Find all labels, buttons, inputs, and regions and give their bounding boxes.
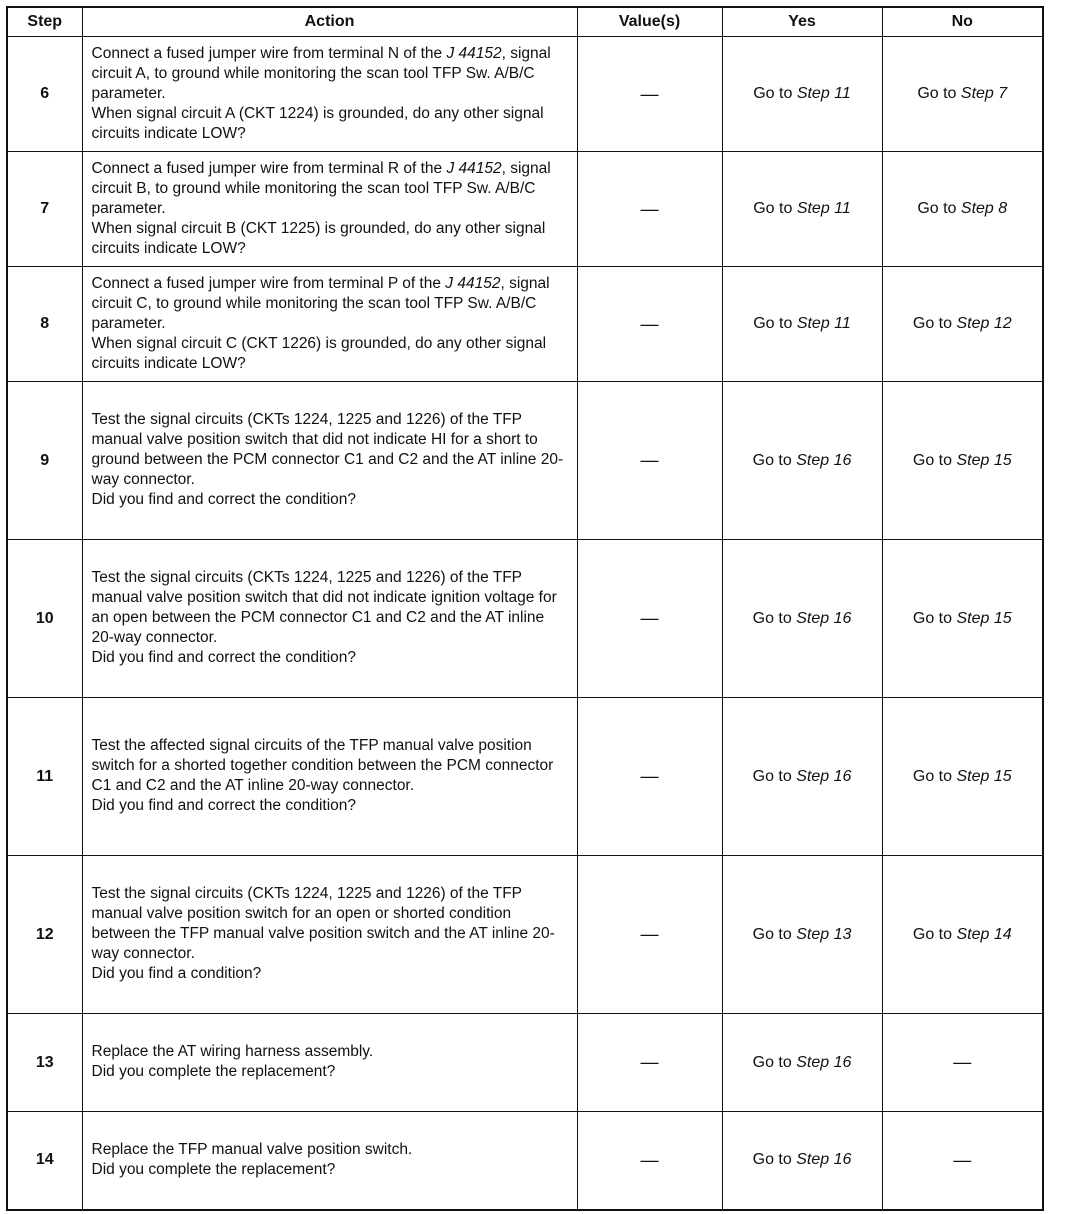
- value-cell: —: [577, 698, 722, 856]
- tool-reference: J 44152: [445, 274, 501, 292]
- no-cell: Go to Step 15: [882, 382, 1043, 540]
- yes-cell: Go to Step 11: [722, 267, 882, 382]
- yes-cell: Go to Step 13: [722, 856, 882, 1014]
- no-cell: Go to Step 12: [882, 267, 1043, 382]
- table-row: [7, 856, 1043, 1014]
- action-cell: [82, 1014, 577, 1112]
- table-row: [7, 540, 1043, 698]
- yes-cell: Go to Step 11: [722, 37, 882, 152]
- no-cell: Go to Step 15: [882, 698, 1043, 856]
- action-question: Did you find a condition?: [91, 965, 262, 982]
- col-header-values: Value(s): [577, 7, 722, 37]
- value-cell: —: [577, 267, 722, 382]
- table-row: [7, 698, 1043, 856]
- diagnostic-page: [6, 6, 1042, 1211]
- action-cell: [82, 267, 577, 382]
- col-header-no: No: [882, 7, 1043, 37]
- step-number: 7: [7, 152, 82, 267]
- yes-cell: Go to Step 16: [722, 698, 882, 856]
- no-cell: —: [882, 1014, 1043, 1112]
- yes-step-link: Step 13: [796, 925, 852, 943]
- yes-step-link: Step 16: [796, 767, 852, 785]
- action-question: When signal circuit A (CKT 1224) is grounded, do any other signal circuits indicate LOW?: [91, 104, 544, 142]
- action-question: Did you complete the replacement?: [91, 1160, 336, 1178]
- no-step-link: Step 7: [960, 85, 1008, 102]
- tool-reference: J 44152: [446, 44, 502, 62]
- yes-step-link: Step 16: [796, 1053, 852, 1071]
- step-number: 8: [7, 267, 82, 382]
- action-cell: [82, 698, 577, 856]
- action-text: Replace the AT wiring harness assembly.: [91, 1043, 374, 1060]
- value-cell: —: [577, 540, 722, 698]
- yes-cell: Go to Step 11: [722, 152, 882, 267]
- yes-step-link: Step 11: [796, 315, 851, 332]
- step-number: 12: [7, 856, 82, 1014]
- value-cell: —: [577, 856, 722, 1014]
- no-step-link: Step 15: [956, 451, 1012, 469]
- action-text: Test the signal circuits (CKTs 1224, 1225 and 1226) of the TFP manual valve position switch that did not indicate ignition voltage for an open between the PCM connector C1 and C2 and the AT inline 20-way connector.: [91, 569, 557, 646]
- yes-step-link: Step 11: [796, 200, 851, 217]
- yes-step-link: Step 16: [796, 451, 852, 469]
- table-row: [7, 1112, 1043, 1210]
- table-row: [7, 1014, 1043, 1112]
- yes-step-link: Step 11: [796, 85, 851, 102]
- no-step-link: Step 14: [956, 925, 1012, 943]
- no-step-link: Step 15: [956, 609, 1012, 627]
- header-row: [7, 7, 1043, 37]
- no-step-link: Step 15: [956, 767, 1012, 785]
- step-number: 11: [7, 698, 82, 856]
- action-cell: [82, 37, 577, 152]
- value-cell: —: [577, 152, 722, 267]
- no-step-link: Step 12: [956, 315, 1012, 332]
- action-cell: [82, 152, 577, 267]
- no-step-link: Step 8: [960, 200, 1008, 217]
- action-text: Connect a fused jumper wire from terminal R of the J 44152, signal circuit B, to ground while monitoring the scan tool TFP Sw. A/B/C parameter.: [91, 159, 551, 217]
- value-cell: —: [577, 1112, 722, 1210]
- table-row: [7, 152, 1043, 267]
- no-cell: Go to Step 14: [882, 856, 1043, 1014]
- action-question: Did you find and correct the condition?: [91, 797, 357, 814]
- col-header-action: Action: [82, 7, 577, 37]
- step-number: 9: [7, 382, 82, 540]
- value-cell: —: [577, 1014, 722, 1112]
- action-text: Replace the TFP manual valve position switch.: [91, 1140, 413, 1158]
- action-text: Test the affected signal circuits of the TFP manual valve position switch for a shorted together condition between the PCM connector C1 and C2 and the AT inline 20-way connector.: [91, 737, 554, 794]
- table-row: [7, 267, 1043, 382]
- action-text: Test the signal circuits (CKTs 1224, 1225 and 1226) of the TFP manual valve position switch for an open or shorted condition between the TFP manual valve position switch and the AT inline 20-way connector.: [91, 885, 555, 962]
- value-cell: —: [577, 382, 722, 540]
- yes-cell: Go to Step 16: [722, 1014, 882, 1112]
- col-header-yes: Yes: [722, 7, 882, 37]
- action-text: Connect a fused jumper wire from terminal N of the J 44152, signal circuit A, to ground while monitoring the scan tool TFP Sw. A/B/C parameter.: [91, 44, 551, 102]
- action-text: Connect a fused jumper wire from terminal P of the J 44152, signal circuit C, to ground while monitoring the scan tool TFP Sw. A/B/C parameter.: [91, 274, 550, 332]
- yes-cell: Go to Step 16: [722, 540, 882, 698]
- action-question: Did you complete the replacement?: [91, 1063, 336, 1080]
- action-text: Test the signal circuits (CKTs 1224, 1225 and 1226) of the TFP manual valve position switch that did not indicate HI for a short to ground between the PCM connector C1 and C2 and the AT inline 20-way connector.: [91, 411, 564, 488]
- yes-cell: Go to Step 16: [722, 1112, 882, 1210]
- action-cell: [82, 856, 577, 1014]
- action-cell: [82, 540, 577, 698]
- no-cell: Go to Step 7: [882, 37, 1043, 152]
- yes-step-link: Step 16: [796, 1151, 852, 1169]
- no-cell: —: [882, 1112, 1043, 1210]
- col-header-step: Step: [7, 7, 82, 37]
- step-number: 10: [7, 540, 82, 698]
- no-cell: Go to Step 8: [882, 152, 1043, 267]
- action-question: Did you find and correct the condition?: [91, 491, 357, 508]
- tool-reference: J 44152: [446, 159, 502, 177]
- step-number: 14: [7, 1112, 82, 1210]
- action-question: When signal circuit C (CKT 1226) is grounded, do any other signal circuits indicate LOW?: [91, 334, 547, 372]
- value-cell: —: [577, 37, 722, 152]
- no-cell: Go to Step 15: [882, 540, 1043, 698]
- table-row: [7, 37, 1043, 152]
- action-cell: [82, 1112, 577, 1210]
- diagnostic-table: [6, 6, 1044, 1211]
- action-question: Did you find and correct the condition?: [91, 649, 357, 666]
- yes-step-link: Step 16: [796, 609, 852, 627]
- table-row: [7, 382, 1043, 540]
- step-number: 6: [7, 37, 82, 152]
- action-question: When signal circuit B (CKT 1225) is grounded, do any other signal circuits indicate LOW?: [91, 219, 546, 257]
- step-number: 13: [7, 1014, 82, 1112]
- action-cell: [82, 382, 577, 540]
- yes-cell: Go to Step 16: [722, 382, 882, 540]
